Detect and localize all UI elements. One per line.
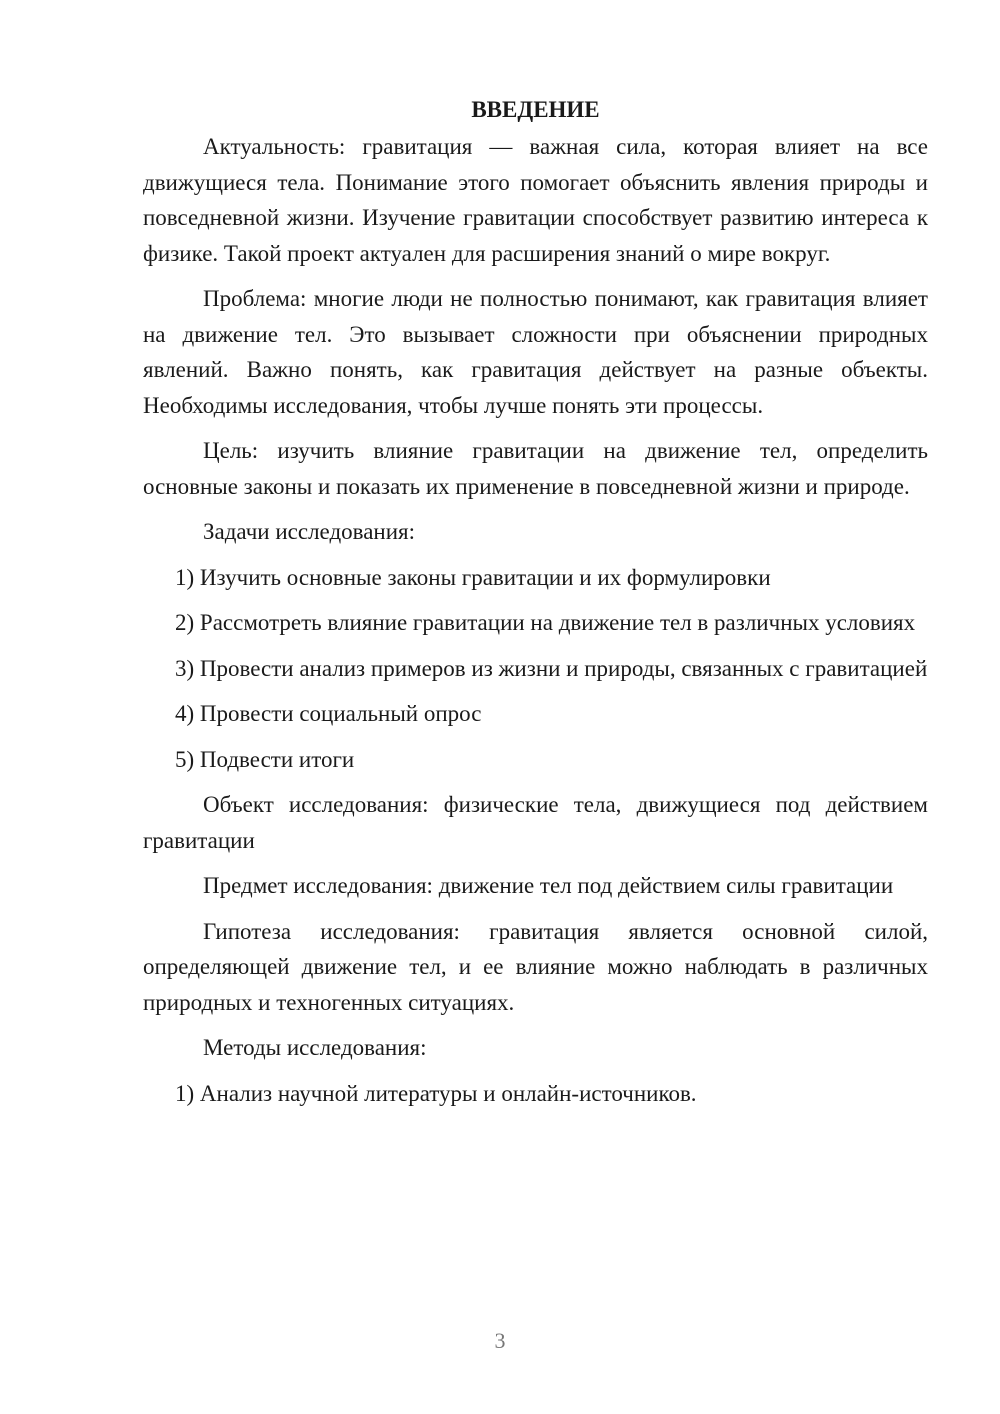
task-item: 2) Рассмотреть влияние гравитации на движение тел в различных условиях	[175, 610, 916, 635]
object-paragraph: Объект исследования: физические тела, движущиеся под действием гравитации	[143, 792, 928, 853]
problem-paragraph: Проблема: многие люди не полностью понимают, как гравитация влияет на движение тел. Это вызывает сложности при объяснении природных явлений. Важно понять, как гравитация действует на разные объекты. Необходимы исследования, чтобы лучше понять эти процессы.	[143, 286, 928, 418]
task-item: 3) Провести анализ примеров из жизни и природы, связанных с гравитацией	[175, 655, 928, 681]
tasks-title: Задачи исследования:	[203, 519, 416, 544]
method-item: 1) Анализ научной литературы и онлайн-источников.	[175, 1080, 697, 1106]
document-page	[143, 92, 928, 1121]
goal-paragraph: Цель: изучить влияние гравитации на движение тел, определить основные законы и показать их применение в повседневной жизни и природе.	[143, 438, 928, 499]
task-item: 5) Подвести итоги	[175, 746, 355, 772]
section-heading: ВВЕДЕНИЕ	[471, 97, 600, 122]
task-item: 4) Провести социальный опрос	[175, 701, 482, 726]
relevance-paragraph: Актуальность: гравитация — важная сила, которая влияет на все движущиеся тела. Понимание этого помогает объяснить явления природы и повседневной жизни. Изучение гравитации способствует развитию интереса к физике. Такой проект актуален для расширения знаний о мире вокруг.	[143, 134, 928, 266]
hypothesis-paragraph: Гипотеза исследования: гравитация является основной силой, определяющей движение тел, и ее влияние можно наблюдать в различных природных и техногенных ситуациях.	[143, 918, 928, 1015]
task-item: 1) Изучить основные законы гравитации и их формулировки	[175, 564, 771, 590]
subject-paragraph: Предмет исследования: движение тел под действием силы гравитации	[203, 873, 894, 898]
page-number: 3	[494, 1328, 506, 1353]
methods-title: Методы исследования:	[203, 1035, 427, 1060]
